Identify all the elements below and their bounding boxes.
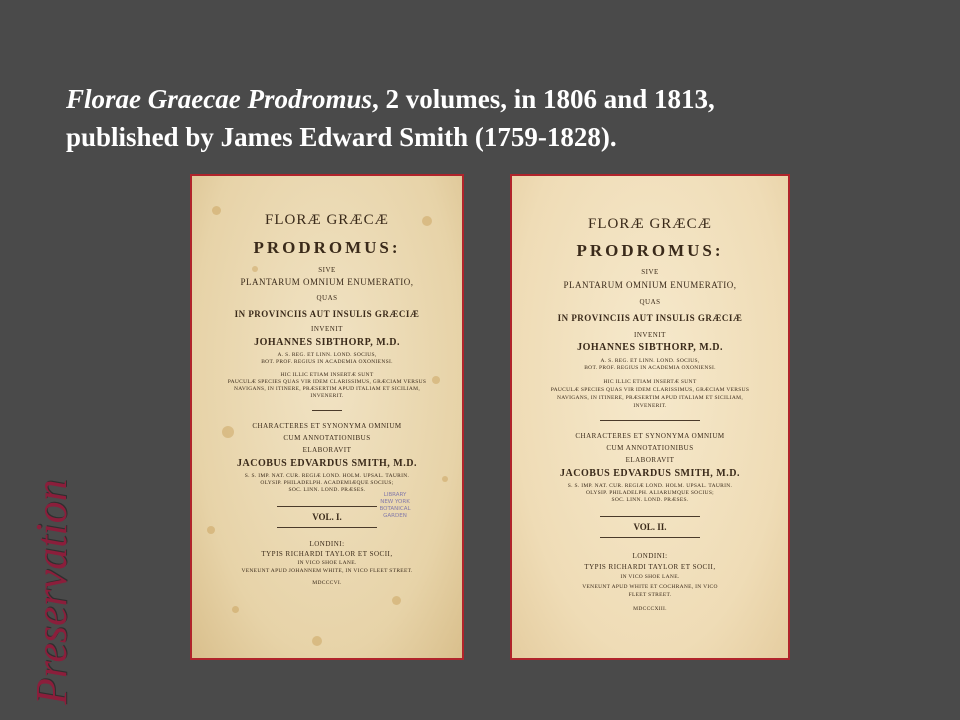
divider: [312, 410, 342, 411]
page-title-line-2: PRODROMUS:: [253, 238, 401, 257]
page-text: INVENIT: [311, 325, 343, 333]
page-text: VENEUNT APUD JOHANNEM WHITE, IN VICO FLEET STREET.: [241, 568, 413, 574]
heading-line-2: published by James Edward Smith (1759-1828).: [66, 122, 617, 152]
page-date: MDCCCVI.: [312, 580, 342, 586]
page-text: QUAS: [316, 294, 338, 302]
page-text: SOC. LINN. LOND. PRÆSES.: [611, 497, 689, 503]
side-label-preservation: Preservation: [27, 479, 76, 705]
page-text: SIVE: [641, 268, 659, 276]
library-stamp: [370, 492, 420, 520]
page-text: HIC ILLIC ETIAM INSERTÆ SUNT: [603, 379, 697, 385]
page-text: NAVIGANS, IN ITINERE, PRÆSERTIM APUD ITALIAM ET SICILIAM,: [233, 386, 420, 392]
page-text: PAUCULÆ SPECIES QUAS VIR IDEM CLARISSIMUS, GRÆCIAM VERSUS: [227, 379, 427, 385]
page-text: QUAS: [639, 298, 661, 306]
page-text: TYPIS RICHARDI TAYLOR ET SOCII,: [584, 563, 716, 571]
page-text: A. S. REG. ET LINN. LOND. SOCIUS,: [600, 358, 700, 364]
page-text: ELABORAVIT: [302, 446, 352, 454]
page-text: LONDINI:: [632, 552, 668, 560]
book-title: Florae Graecae Prodromus: [66, 84, 372, 114]
divider: [600, 420, 700, 421]
page-text: SOC. LINN. LOND. PRÆSES.: [288, 487, 366, 493]
page-text: INVENERIT.: [310, 393, 344, 399]
page-text: FLEET STREET.: [628, 592, 672, 598]
page-text: IN VICO SHOE LANE.: [297, 560, 357, 566]
title-page-vol-1: [190, 174, 464, 660]
page-text-vol-1: [192, 176, 462, 658]
page-text: SIVE: [318, 266, 336, 274]
page-text: CUM ANNOTATIONIBUS: [606, 444, 694, 452]
page-text: S. S. IMP. NAT. CUR. REGIÆ LOND. HOLM. UPSAL. TAURIN.: [244, 473, 410, 479]
page-date: MDCCCXIII.: [633, 606, 667, 612]
author-smith: JACOBUS EDVARDUS SMITH, M.D.: [237, 458, 417, 469]
volume-label: VOL. I.: [312, 512, 342, 522]
page-title-line-2: PRODROMUS:: [576, 241, 724, 260]
page-text: A. S. REG. ET LINN. LOND. SOCIUS,: [277, 352, 377, 358]
heading-line-1: [66, 80, 888, 118]
page-text: PLANTARUM OMNIUM ENUMERATIO,: [563, 280, 737, 290]
page-text-vol-2: [512, 176, 788, 658]
page-text: S. S. IMP. NAT. CUR. REGIÆ LOND. HOLM. UPSAL. TAURIN.: [567, 483, 733, 489]
page-text: BOT. PROF. REGIUS IN ACADEMIA OXONIENSI.: [584, 365, 716, 371]
author-sibthorp: JOHANNES SIBTHORP, M.D.: [254, 337, 400, 348]
page-text: CHARACTERES ET SYNONYMA OMNIUM: [575, 432, 725, 440]
page-title-line-1: FLORÆ GRÆCÆ: [265, 212, 389, 228]
page-text: IN PROVINCIIS AUT INSULIS GRÆCIÆ: [557, 313, 743, 323]
author-sibthorp: JOHANNES SIBTHORP, M.D.: [577, 342, 723, 353]
page-text: BOT. PROF. REGIUS IN ACADEMIA OXONIENSI.: [261, 359, 393, 365]
divider: [600, 516, 700, 517]
page-text: IN PROVINCIIS AUT INSULIS GRÆCIÆ: [234, 309, 420, 319]
stamp-text: NEW YORK: [380, 499, 410, 505]
divider: [277, 506, 377, 507]
page-text: OLYSIP. PHILADELPH. ALIARUMQUE SOCIUS;: [585, 490, 715, 496]
page-text: HIC ILLIC ETIAM INSERTÆ SUNT: [280, 372, 374, 378]
stamp-text: GARDEN: [383, 513, 407, 519]
page-text: VENEUNT APUD WHITE ET COCHRANE, IN VICO: [582, 584, 718, 590]
page-text: PLANTARUM OMNIUM ENUMERATIO,: [240, 277, 414, 287]
volume-label: VOL. II.: [633, 522, 667, 532]
page-text: OLYSIP. PHILADELPH. ACADEMIÆQUE SOCIUS;: [260, 480, 394, 486]
author-smith: JACOBUS EDVARDUS SMITH, M.D.: [560, 468, 740, 479]
page-text: INVENIT: [634, 331, 666, 339]
page-text: ELABORAVIT: [625, 456, 675, 464]
page-title-line-1: FLORÆ GRÆCÆ: [588, 216, 712, 232]
title-page-vol-2: [510, 174, 790, 660]
page-text: CUM ANNOTATIONIBUS: [283, 434, 371, 442]
slide-heading: [66, 80, 888, 156]
page-text: IN VICO SHOE LANE.: [620, 574, 680, 580]
page-text: INVENERIT.: [633, 403, 667, 409]
divider: [277, 527, 377, 528]
heading-line-1-rest: , 2 volumes, in 1806 and 1813,: [372, 84, 715, 114]
page-text: TYPIS RICHARDI TAYLOR ET SOCII,: [261, 550, 393, 558]
stamp-text: BOTANICAL: [379, 506, 411, 512]
page-text: NAVIGANS, IN ITINERE, PRÆSERTIM APUD ITALIAM ET SICILIAM,: [556, 395, 743, 401]
page-text: LONDINI:: [309, 540, 345, 548]
page-text: CHARACTERES ET SYNONYMA OMNIUM: [252, 422, 402, 430]
divider: [600, 537, 700, 538]
stamp-text: LIBRARY: [383, 492, 407, 498]
page-text: PAUCULÆ SPECIES QUAS VIR IDEM CLARISSIMUS, GRÆCIAM VERSUS: [550, 387, 750, 393]
